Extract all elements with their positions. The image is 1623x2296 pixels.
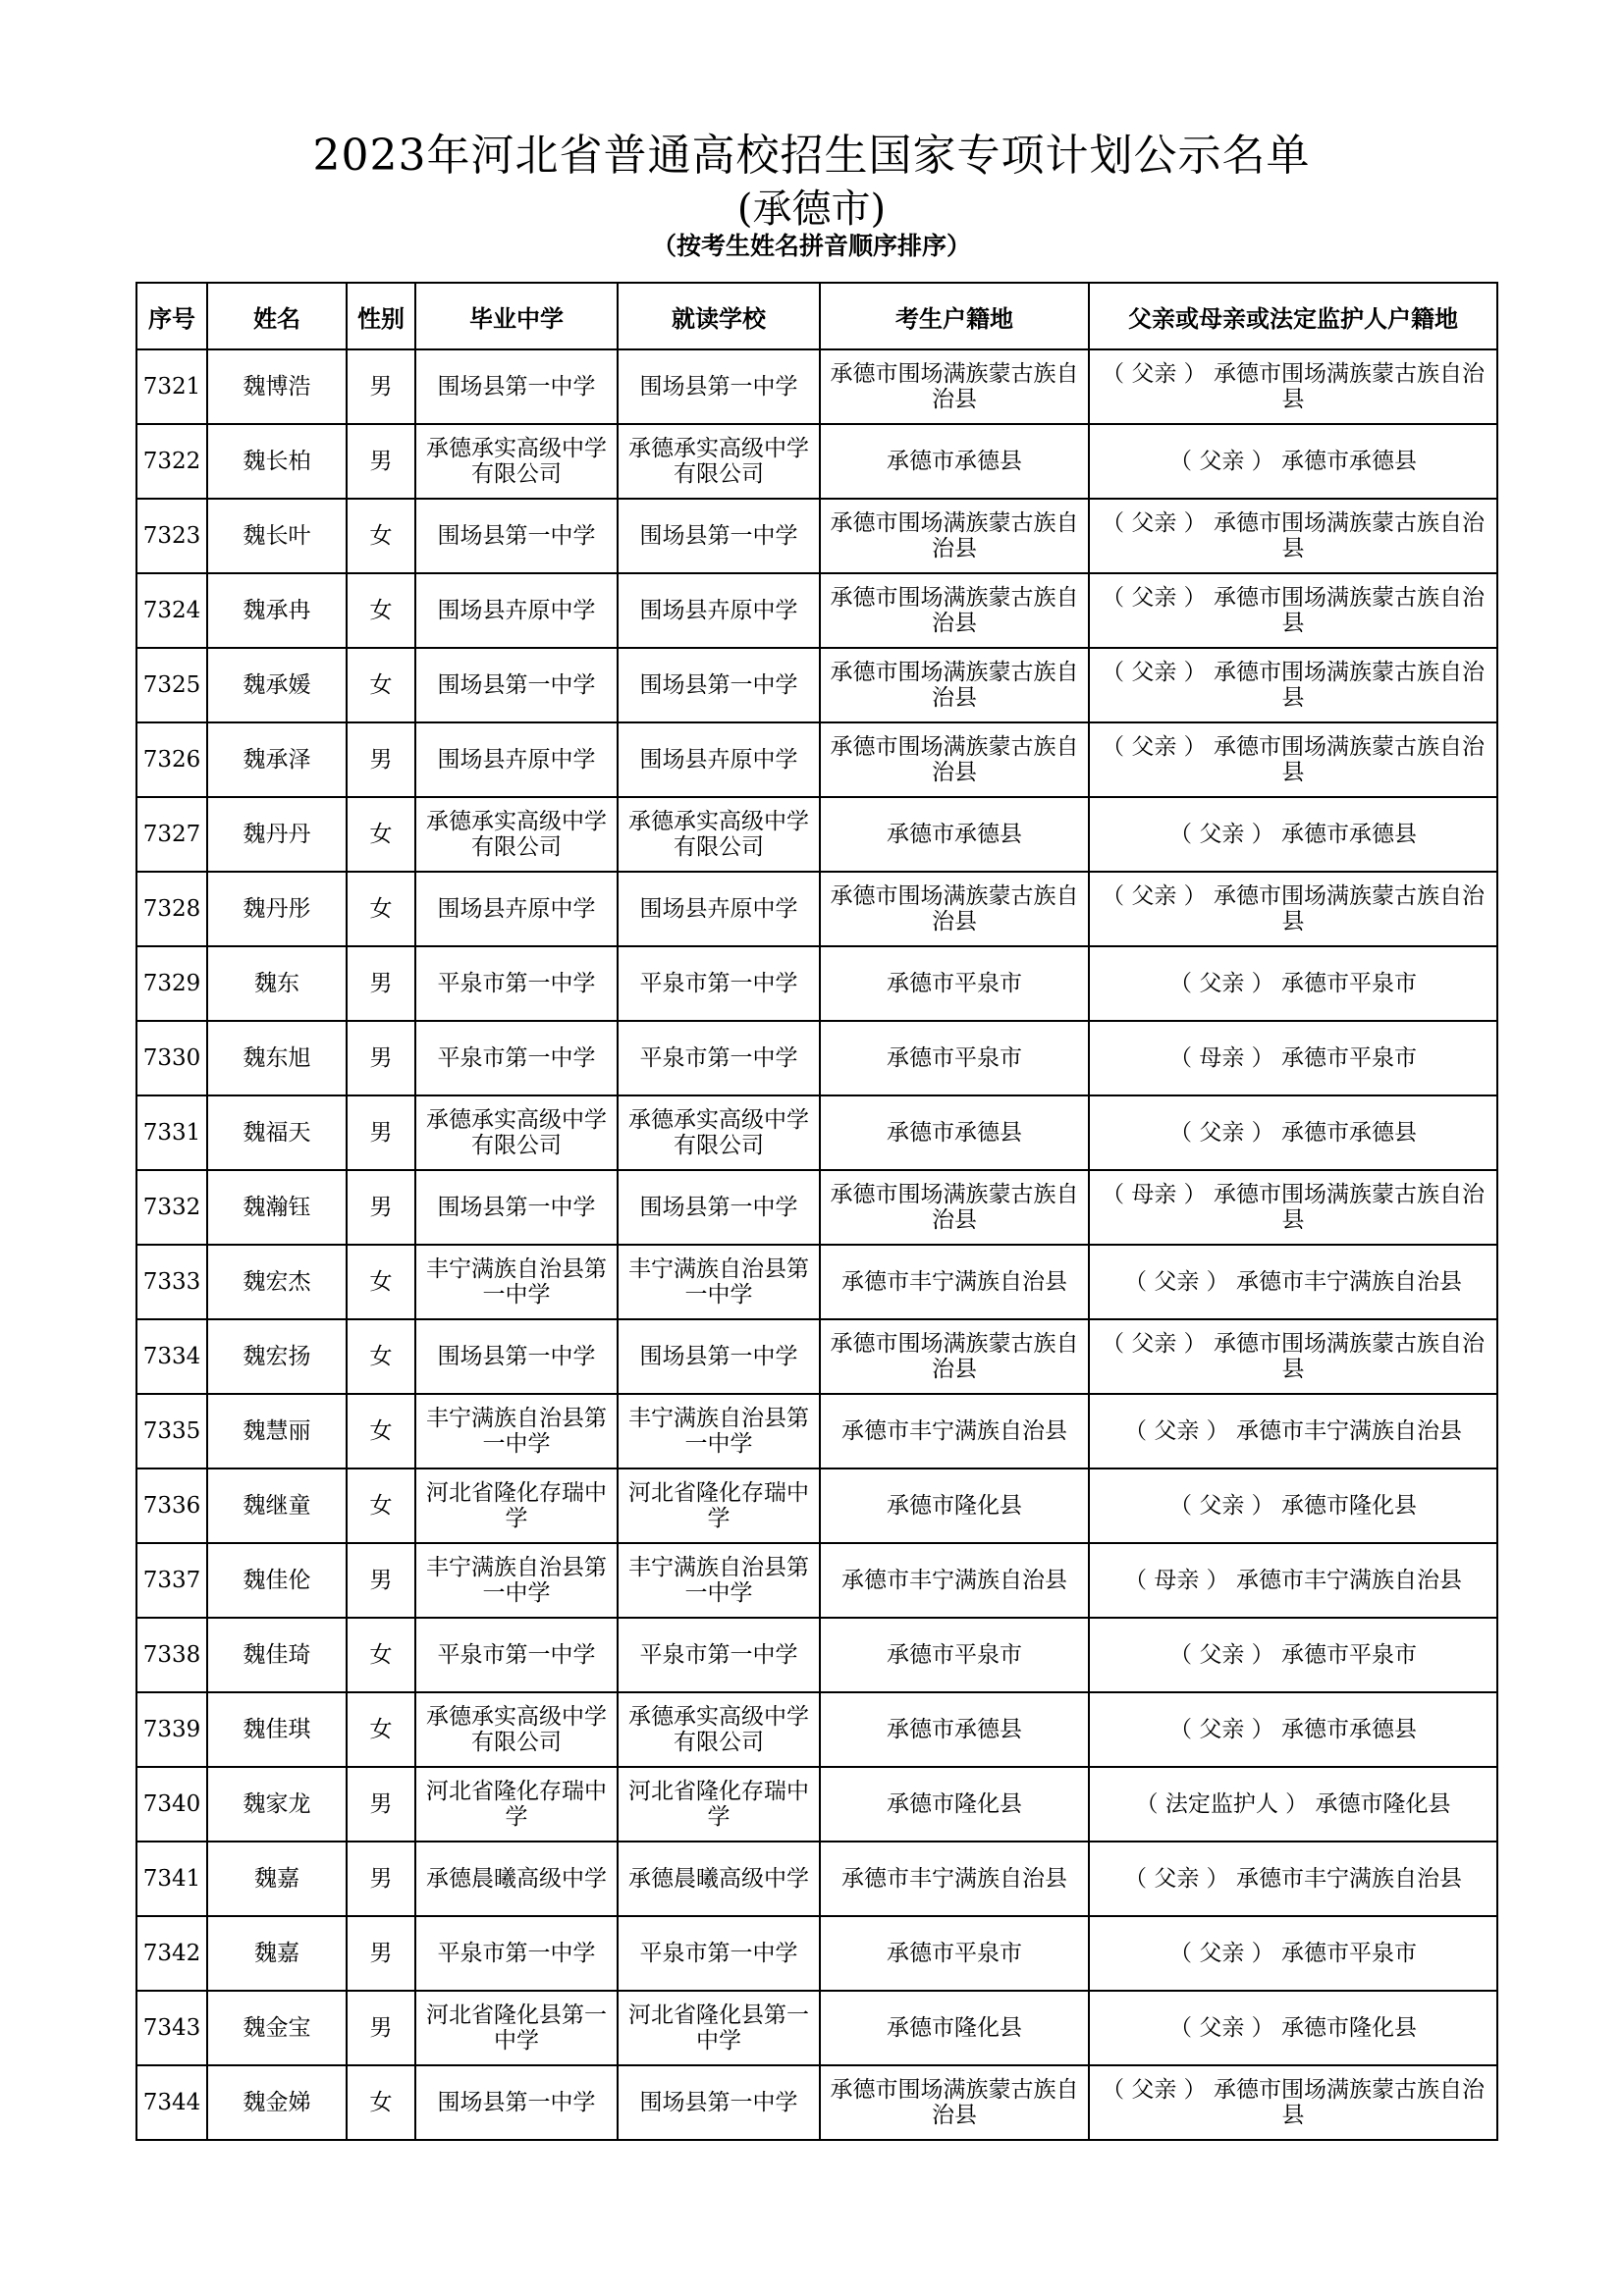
header-parent-hukou: 父亲或母亲或法定监护人户籍地 <box>1089 283 1497 349</box>
cell-seq: 7334 <box>136 1319 207 1394</box>
cell-name: 魏嘉 <box>207 1916 347 1991</box>
cell-gender: 男 <box>347 1767 415 1842</box>
cell-seq: 7341 <box>136 1842 207 1916</box>
cell-study-school: 平泉市第一中学 <box>618 1916 820 1991</box>
cell-gender: 男 <box>347 424 415 499</box>
cell-grad-school: 丰宁满族自治县第一中学 <box>415 1245 618 1319</box>
cell-grad-school: 承德承实高级中学有限公司 <box>415 424 618 499</box>
table-row <box>136 872 1497 946</box>
cell-parent-hukou: （ 父亲 ） 承德市承德县 <box>1089 1095 1497 1170</box>
cell-hukou: 承德市隆化县 <box>820 1991 1089 2065</box>
cell-hukou: 承德市丰宁满族自治县 <box>820 1394 1089 1468</box>
cell-name: 魏宏杰 <box>207 1245 347 1319</box>
table-row <box>136 1319 1497 1394</box>
cell-grad-school: 丰宁满族自治县第一中学 <box>415 1394 618 1468</box>
cell-parent-hukou: （ 父亲 ） 承德市丰宁满族自治县 <box>1089 1245 1497 1319</box>
cell-name: 魏长柏 <box>207 424 347 499</box>
cell-hukou: 承德市丰宁满族自治县 <box>820 1245 1089 1319</box>
cell-hukou: 承德市平泉市 <box>820 1916 1089 1991</box>
cell-study-school: 承德晨曦高级中学 <box>618 1842 820 1916</box>
cell-parent-hukou: （ 父亲 ） 承德市丰宁满族自治县 <box>1089 1842 1497 1916</box>
table-row <box>136 1245 1497 1319</box>
cell-study-school: 围场县第一中学 <box>618 349 820 424</box>
cell-grad-school: 承德晨曦高级中学 <box>415 1842 618 1916</box>
cell-gender: 女 <box>347 2065 415 2140</box>
cell-study-school: 丰宁满族自治县第一中学 <box>618 1394 820 1468</box>
cell-name: 魏承冉 <box>207 573 347 648</box>
cell-study-school: 平泉市第一中学 <box>618 1021 820 1095</box>
cell-hukou: 承德市平泉市 <box>820 1618 1089 1692</box>
cell-seq: 7333 <box>136 1245 207 1319</box>
cell-gender: 女 <box>347 1319 415 1394</box>
table-row <box>136 946 1497 1021</box>
header-hukou: 考生户籍地 <box>820 283 1089 349</box>
cell-name: 魏东旭 <box>207 1021 347 1095</box>
roster-table <box>135 282 1498 2141</box>
cell-study-school: 平泉市第一中学 <box>618 946 820 1021</box>
cell-gender: 女 <box>347 1692 415 1767</box>
cell-seq: 7338 <box>136 1618 207 1692</box>
cell-study-school: 承德承实高级中学有限公司 <box>618 1095 820 1170</box>
cell-grad-school: 平泉市第一中学 <box>415 946 618 1021</box>
cell-parent-hukou: （ 父亲 ） 承德市围场满族蒙古族自治县 <box>1089 872 1497 946</box>
cell-gender: 男 <box>347 722 415 797</box>
cell-name: 魏宏扬 <box>207 1319 347 1394</box>
cell-parent-hukou: （ 父亲 ） 承德市平泉市 <box>1089 946 1497 1021</box>
table-body <box>136 349 1497 2140</box>
cell-parent-hukou: （ 父亲 ） 承德市围场满族蒙古族自治县 <box>1089 2065 1497 2140</box>
cell-study-school: 围场县第一中学 <box>618 648 820 722</box>
header-gender: 性别 <box>347 283 415 349</box>
table-row <box>136 1692 1497 1767</box>
cell-seq: 7336 <box>136 1468 207 1543</box>
cell-seq: 7344 <box>136 2065 207 2140</box>
cell-grad-school: 围场县第一中学 <box>415 1319 618 1394</box>
cell-name: 魏博浩 <box>207 349 347 424</box>
cell-hukou: 承德市承德县 <box>820 1095 1089 1170</box>
cell-gender: 男 <box>347 1021 415 1095</box>
cell-hukou: 承德市丰宁满族自治县 <box>820 1842 1089 1916</box>
cell-parent-hukou: （ 父亲 ） 承德市平泉市 <box>1089 1916 1497 1991</box>
cell-study-school: 围场县第一中学 <box>618 1170 820 1245</box>
table-row <box>136 797 1497 872</box>
cell-gender: 男 <box>347 1543 415 1618</box>
cell-parent-hukou: （ 父亲 ） 承德市丰宁满族自治县 <box>1089 1394 1497 1468</box>
table-row <box>136 1021 1497 1095</box>
cell-parent-hukou: （ 父亲 ） 承德市围场满族蒙古族自治县 <box>1089 1319 1497 1394</box>
cell-parent-hukou: （ 父亲 ） 承德市隆化县 <box>1089 1468 1497 1543</box>
cell-name: 魏慧丽 <box>207 1394 347 1468</box>
cell-parent-hukou: （ 父亲 ） 承德市围场满族蒙古族自治县 <box>1089 573 1497 648</box>
table-row <box>136 349 1497 424</box>
cell-gender: 女 <box>347 1394 415 1468</box>
cell-hukou: 承德市围场满族蒙古族自治县 <box>820 1170 1089 1245</box>
cell-study-school: 承德承实高级中学有限公司 <box>618 424 820 499</box>
table-row <box>136 1095 1497 1170</box>
cell-parent-hukou: （ 母亲 ） 承德市围场满族蒙古族自治县 <box>1089 1170 1497 1245</box>
cell-study-school: 河北省隆化存瑞中学 <box>618 1767 820 1842</box>
cell-parent-hukou: （ 父亲 ） 承德市承德县 <box>1089 1692 1497 1767</box>
table-row <box>136 499 1497 573</box>
cell-hukou: 承德市围场满族蒙古族自治县 <box>820 648 1089 722</box>
cell-gender: 男 <box>347 349 415 424</box>
cell-gender: 男 <box>347 1916 415 1991</box>
cell-grad-school: 河北省隆化存瑞中学 <box>415 1468 618 1543</box>
cell-hukou: 承德市丰宁满族自治县 <box>820 1543 1089 1618</box>
cell-hukou: 承德市围场满族蒙古族自治县 <box>820 2065 1089 2140</box>
table-row <box>136 2065 1497 2140</box>
cell-gender: 男 <box>347 1842 415 1916</box>
table-row <box>136 1170 1497 1245</box>
cell-grad-school: 围场县第一中学 <box>415 1170 618 1245</box>
table-row <box>136 1767 1497 1842</box>
cell-seq: 7324 <box>136 573 207 648</box>
cell-gender: 女 <box>347 499 415 573</box>
table-row <box>136 1842 1497 1916</box>
cell-name: 魏丹彤 <box>207 872 347 946</box>
table-row <box>136 722 1497 797</box>
cell-name: 魏佳琦 <box>207 1618 347 1692</box>
cell-parent-hukou: （ 父亲 ） 承德市平泉市 <box>1089 1618 1497 1692</box>
cell-seq: 7332 <box>136 1170 207 1245</box>
cell-gender: 女 <box>347 872 415 946</box>
cell-name: 魏长叶 <box>207 499 347 573</box>
cell-hukou: 承德市承德县 <box>820 424 1089 499</box>
cell-parent-hukou: （ 法定监护人 ） 承德市隆化县 <box>1089 1767 1497 1842</box>
cell-study-school: 围场县第一中学 <box>618 499 820 573</box>
cell-grad-school: 围场县卉原中学 <box>415 722 618 797</box>
cell-seq: 7323 <box>136 499 207 573</box>
cell-parent-hukou: （ 父亲 ） 承德市承德县 <box>1089 424 1497 499</box>
cell-seq: 7342 <box>136 1916 207 1991</box>
cell-seq: 7330 <box>136 1021 207 1095</box>
cell-study-school: 丰宁满族自治县第一中学 <box>618 1245 820 1319</box>
cell-grad-school: 河北省隆化存瑞中学 <box>415 1767 618 1842</box>
cell-grad-school: 承德承实高级中学有限公司 <box>415 1095 618 1170</box>
cell-name: 魏佳伦 <box>207 1543 347 1618</box>
cell-parent-hukou: （ 母亲 ） 承德市丰宁满族自治县 <box>1089 1543 1497 1618</box>
cell-parent-hukou: （ 父亲 ） 承德市隆化县 <box>1089 1991 1497 2065</box>
cell-parent-hukou: （ 父亲 ） 承德市围场满族蒙古族自治县 <box>1089 648 1497 722</box>
cell-grad-school: 平泉市第一中学 <box>415 1021 618 1095</box>
cell-hukou: 承德市围场满族蒙古族自治县 <box>820 573 1089 648</box>
cell-hukou: 承德市围场满族蒙古族自治县 <box>820 349 1089 424</box>
sort-note: （按考生姓名拼音顺序排序） <box>651 232 971 260</box>
cell-parent-hukou: （ 母亲 ） 承德市平泉市 <box>1089 1021 1497 1095</box>
cell-gender: 男 <box>347 1095 415 1170</box>
cell-gender: 男 <box>347 1170 415 1245</box>
table-header-row <box>136 283 1497 349</box>
cell-gender: 女 <box>347 1618 415 1692</box>
cell-study-school: 丰宁满族自治县第一中学 <box>618 1543 820 1618</box>
cell-name: 魏福天 <box>207 1095 347 1170</box>
cell-gender: 女 <box>347 797 415 872</box>
cell-grad-school: 平泉市第一中学 <box>415 1916 618 1991</box>
cell-seq: 7331 <box>136 1095 207 1170</box>
cell-name: 魏家龙 <box>207 1767 347 1842</box>
cell-grad-school: 河北省隆化县第一中学 <box>415 1991 618 2065</box>
document-subtitle: (承德市) <box>736 187 887 232</box>
cell-hukou: 承德市围场满族蒙古族自治县 <box>820 872 1089 946</box>
cell-hukou: 承德市围场满族蒙古族自治县 <box>820 722 1089 797</box>
cell-seq: 7340 <box>136 1767 207 1842</box>
cell-name: 魏丹丹 <box>207 797 347 872</box>
cell-seq: 7339 <box>136 1692 207 1767</box>
cell-study-school: 围场县卉原中学 <box>618 872 820 946</box>
cell-grad-school: 承德承实高级中学有限公司 <box>415 1692 618 1767</box>
cell-seq: 7322 <box>136 424 207 499</box>
cell-seq: 7329 <box>136 946 207 1021</box>
cell-grad-school: 平泉市第一中学 <box>415 1618 618 1692</box>
cell-seq: 7321 <box>136 349 207 424</box>
cell-study-school: 围场县第一中学 <box>618 2065 820 2140</box>
document-title: 2023年河北省普通高校招生国家专项计划公示名单 <box>312 131 1311 181</box>
cell-grad-school: 丰宁满族自治县第一中学 <box>415 1543 618 1618</box>
cell-grad-school: 围场县第一中学 <box>415 648 618 722</box>
cell-seq: 7335 <box>136 1394 207 1468</box>
cell-seq: 7343 <box>136 1991 207 2065</box>
cell-grad-school: 承德承实高级中学有限公司 <box>415 797 618 872</box>
table-row <box>136 648 1497 722</box>
cell-grad-school: 围场县卉原中学 <box>415 872 618 946</box>
cell-hukou: 承德市平泉市 <box>820 946 1089 1021</box>
cell-gender: 女 <box>347 1245 415 1319</box>
cell-seq: 7327 <box>136 797 207 872</box>
table-row <box>136 1916 1497 1991</box>
table-row <box>136 1394 1497 1468</box>
cell-parent-hukou: （ 父亲 ） 承德市围场满族蒙古族自治县 <box>1089 349 1497 424</box>
cell-name: 魏金娣 <box>207 2065 347 2140</box>
cell-name: 魏承泽 <box>207 722 347 797</box>
cell-seq: 7328 <box>136 872 207 946</box>
cell-grad-school: 围场县第一中学 <box>415 349 618 424</box>
cell-gender: 女 <box>347 1468 415 1543</box>
table-row <box>136 424 1497 499</box>
cell-name: 魏佳琪 <box>207 1692 347 1767</box>
table-row <box>136 1618 1497 1692</box>
cell-parent-hukou: （ 父亲 ） 承德市围场满族蒙古族自治县 <box>1089 722 1497 797</box>
cell-hukou: 承德市隆化县 <box>820 1468 1089 1543</box>
cell-gender: 女 <box>347 648 415 722</box>
cell-hukou: 承德市隆化县 <box>820 1767 1089 1842</box>
cell-parent-hukou: （ 父亲 ） 承德市承德县 <box>1089 797 1497 872</box>
cell-hukou: 承德市围场满族蒙古族自治县 <box>820 1319 1089 1394</box>
cell-study-school: 河北省隆化存瑞中学 <box>618 1468 820 1543</box>
cell-grad-school: 围场县第一中学 <box>415 2065 618 2140</box>
cell-hukou: 承德市承德县 <box>820 1692 1089 1767</box>
header-seq: 序号 <box>136 283 207 349</box>
cell-grad-school: 围场县卉原中学 <box>415 573 618 648</box>
header-study-school: 就读学校 <box>618 283 820 349</box>
table-row <box>136 1991 1497 2065</box>
cell-name: 魏嘉 <box>207 1842 347 1916</box>
cell-grad-school: 围场县第一中学 <box>415 499 618 573</box>
header-name: 姓名 <box>207 283 347 349</box>
cell-study-school: 河北省隆化县第一中学 <box>618 1991 820 2065</box>
cell-seq: 7326 <box>136 722 207 797</box>
cell-study-school: 平泉市第一中学 <box>618 1618 820 1692</box>
cell-gender: 男 <box>347 946 415 1021</box>
cell-gender: 女 <box>347 573 415 648</box>
cell-name: 魏东 <box>207 946 347 1021</box>
cell-name: 魏继童 <box>207 1468 347 1543</box>
cell-name: 魏金宝 <box>207 1991 347 2065</box>
cell-study-school: 围场县卉原中学 <box>618 573 820 648</box>
cell-seq: 7337 <box>136 1543 207 1618</box>
cell-seq: 7325 <box>136 648 207 722</box>
cell-study-school: 承德承实高级中学有限公司 <box>618 1692 820 1767</box>
header-grad-school: 毕业中学 <box>415 283 618 349</box>
cell-name: 魏瀚钰 <box>207 1170 347 1245</box>
cell-study-school: 围场县卉原中学 <box>618 722 820 797</box>
cell-name: 魏承媛 <box>207 648 347 722</box>
cell-hukou: 承德市承德县 <box>820 797 1089 872</box>
cell-study-school: 承德承实高级中学有限公司 <box>618 797 820 872</box>
cell-gender: 男 <box>347 1991 415 2065</box>
cell-parent-hukou: （ 父亲 ） 承德市围场满族蒙古族自治县 <box>1089 499 1497 573</box>
cell-hukou: 承德市平泉市 <box>820 1021 1089 1095</box>
table-row <box>136 573 1497 648</box>
cell-study-school: 围场县第一中学 <box>618 1319 820 1394</box>
table-row <box>136 1543 1497 1618</box>
table-row <box>136 1468 1497 1543</box>
cell-hukou: 承德市围场满族蒙古族自治县 <box>820 499 1089 573</box>
